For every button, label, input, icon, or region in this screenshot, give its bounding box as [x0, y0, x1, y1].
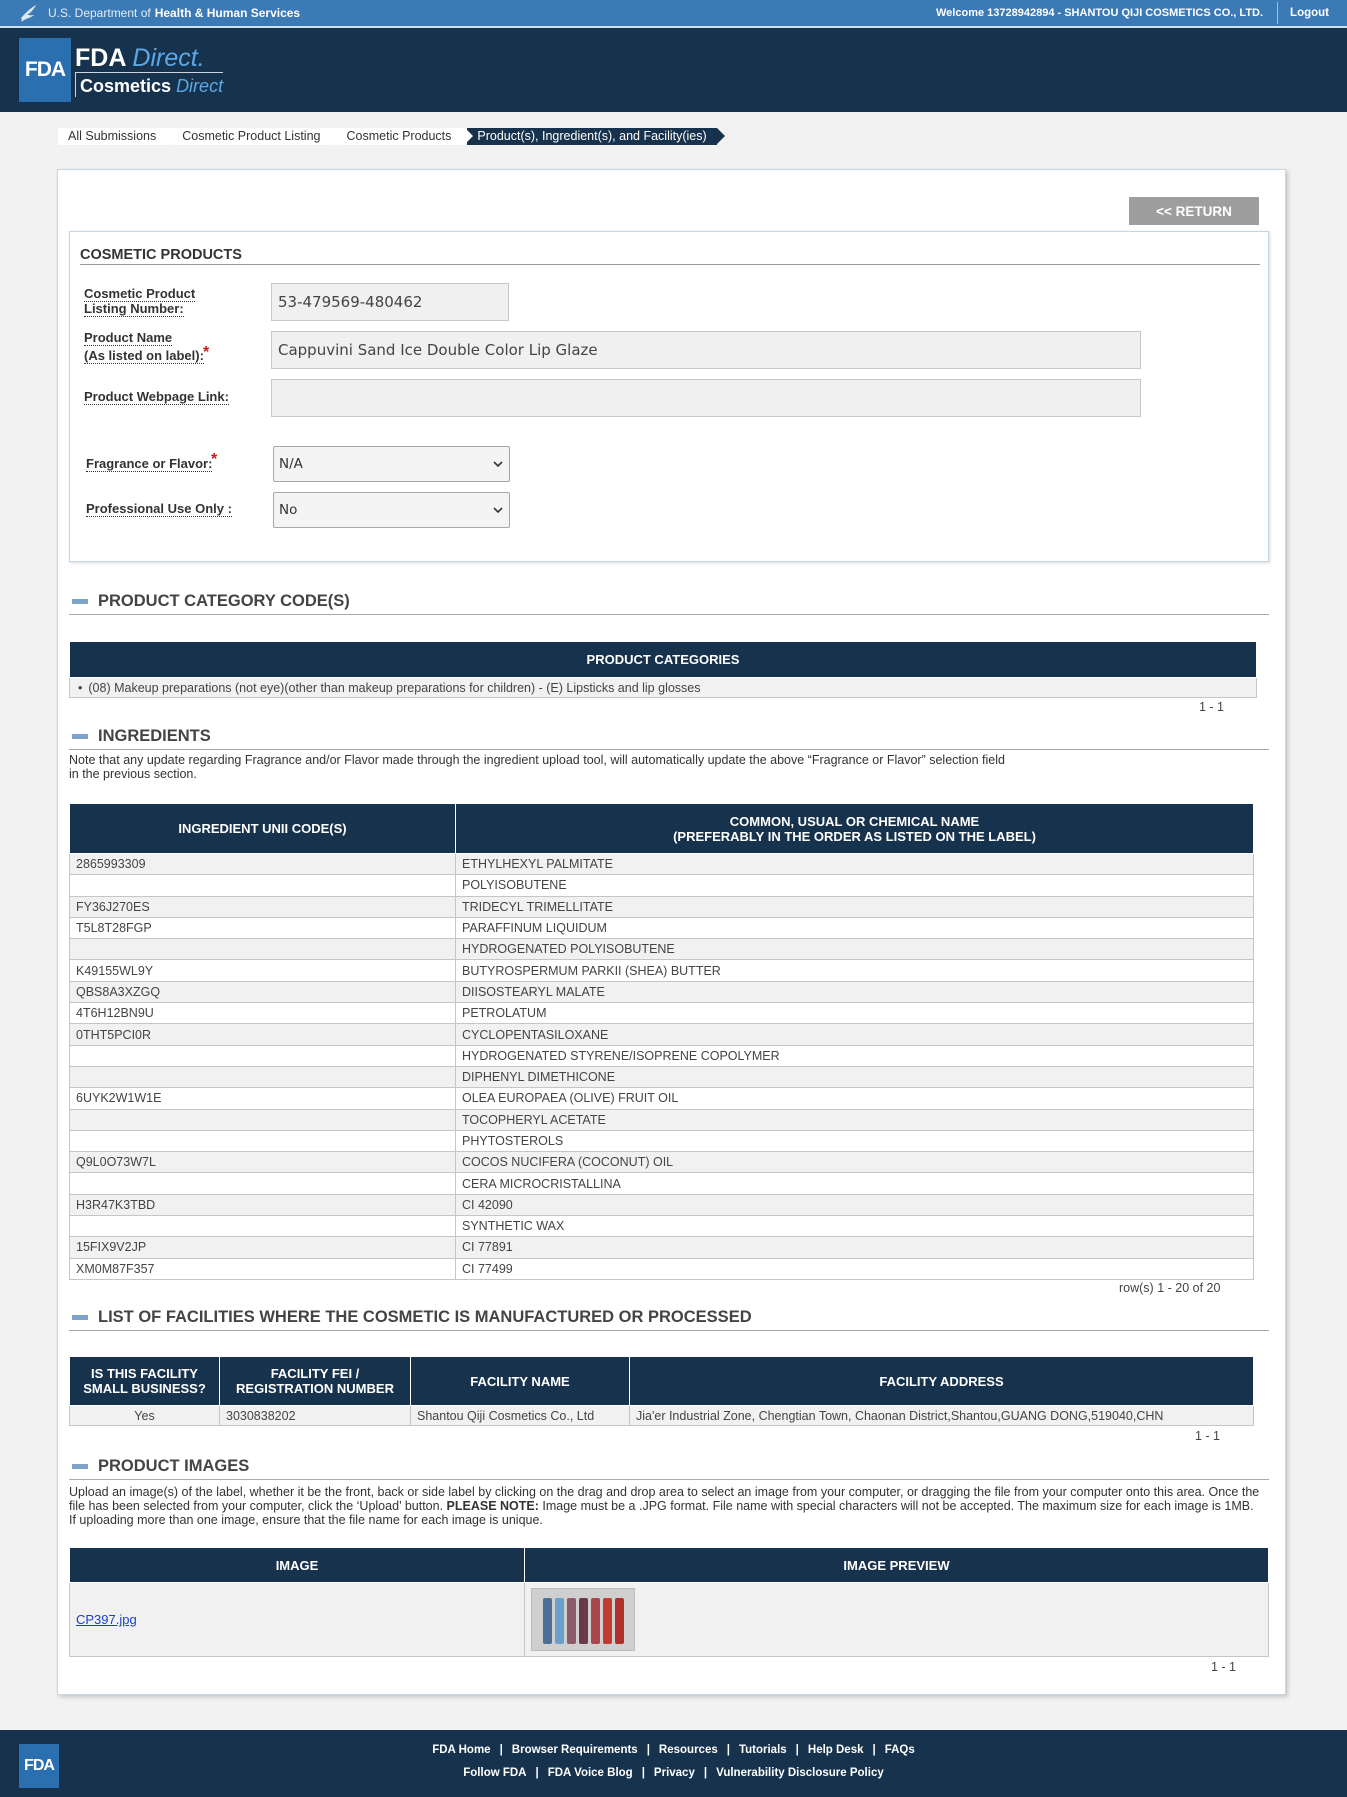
images-pager: 1 - 1	[1211, 1660, 1237, 1674]
ingredients-heading: INGREDIENTS	[69, 727, 1269, 750]
footer-links-row2	[0, 1767, 1347, 1779]
fragrance-selected-value: N/A	[279, 456, 303, 472]
return-button[interactable]: << RETURN	[1129, 197, 1259, 225]
footer-link[interactable]: Help Desk	[807, 1744, 864, 1756]
ingredient-name-cell: CYCLOPENTASILOXANE	[456, 1024, 1254, 1045]
collapse-icon[interactable]	[72, 1464, 88, 1469]
footer-separator: |	[499, 1744, 503, 1756]
fragrance-select[interactable]	[273, 446, 510, 482]
table-row	[70, 1024, 1254, 1045]
footer-separator: |	[795, 1744, 799, 1756]
product-categories-table	[69, 641, 1257, 698]
footer-fda-logo[interactable]: FDA	[19, 1744, 59, 1788]
ingredient-name-header: COMMON, USUAL OR CHEMICAL NAME (PREFERABLY IN THE ORDER AS LISTED ON THE LABEL)	[456, 804, 1254, 854]
ingredients-pager: row(s) 1 - 20 of 20	[1119, 1281, 1221, 1295]
facilities-heading: LIST OF FACILITIES WHERE THE COSMETIC IS MANUFACTURED OR PROCESSED	[69, 1308, 1269, 1331]
small-business-header: IS THIS FACILITY SMALL BUSINESS?	[70, 1357, 220, 1406]
ingredient-code-cell	[70, 1173, 456, 1194]
fei-cell: 3030838202	[220, 1406, 411, 1426]
hhs-branding	[18, 2, 300, 24]
ingredient-name-cell: HYDROGENATED POLYISOBUTENE	[456, 939, 1254, 960]
ingredient-code-cell: 2865993309	[70, 854, 456, 875]
facilities-table	[69, 1356, 1254, 1426]
table-row	[70, 1003, 1254, 1024]
hhs-top-bar	[0, 0, 1347, 28]
footer-link[interactable]: Resources	[658, 1744, 718, 1756]
footer-separator: |	[646, 1744, 650, 1756]
chevron-down-icon	[493, 505, 503, 515]
fei-header: FACILITY FEI / REGISTRATION NUMBER	[220, 1357, 411, 1406]
ingredient-code-cell	[70, 1216, 456, 1237]
image-file-link[interactable]: CP397.jpg	[76, 1612, 137, 1627]
breadcrumb-cosmetic-product-listing[interactable]: Cosmetic Product Listing	[172, 128, 334, 145]
table-row	[70, 1406, 1254, 1426]
fda-header	[0, 28, 1347, 112]
footer-link[interactable]: Tutorials	[738, 1744, 787, 1756]
ingredient-code-cell	[70, 1066, 456, 1087]
table-row	[70, 1237, 1254, 1258]
breadcrumb-cosmetic-products[interactable]: Cosmetic Products	[337, 128, 466, 145]
ingredient-code-cell	[70, 1109, 456, 1130]
cosmetic-products-box	[69, 231, 1269, 562]
footer-separator: |	[535, 1767, 539, 1779]
ingredient-code-cell: K49155WL9Y	[70, 960, 456, 981]
product-categories-header: PRODUCT CATEGORIES	[70, 642, 1257, 678]
ingredient-code-cell: QBS8A3XZGQ	[70, 981, 456, 1002]
ingredient-code-header: INGREDIENT UNII CODE(S)	[70, 804, 456, 854]
small-business-cell: Yes	[70, 1406, 220, 1426]
collapse-icon[interactable]	[72, 599, 88, 604]
table-row	[70, 1258, 1254, 1279]
footer-link[interactable]: Follow FDA	[463, 1767, 527, 1779]
footer-link[interactable]: Privacy	[653, 1767, 695, 1779]
table-row	[70, 854, 1254, 875]
product-name-required-mark: *	[203, 344, 210, 361]
collapse-icon[interactable]	[72, 734, 88, 739]
webpage-link-field[interactable]	[271, 379, 1141, 417]
brand-direct-text: Direct.	[132, 43, 205, 72]
ingredient-name-cell: PARAFFINUM LIQUIDUM	[456, 917, 1254, 938]
footer-link[interactable]: Browser Requirements	[511, 1744, 638, 1756]
footer	[0, 1730, 1347, 1797]
product-name-field[interactable]: Cappuvini Sand Ice Double Color Lip Glaze	[271, 331, 1141, 369]
chevron-down-icon	[493, 459, 503, 469]
hhs-agency-name: Health & Human Services	[154, 6, 301, 20]
table-row	[70, 1066, 1254, 1087]
ingredient-name-cell: PHYTOSTEROLS	[456, 1130, 1254, 1151]
fda-logo[interactable]: FDA	[19, 38, 71, 102]
footer-links-row1	[0, 1744, 1347, 1756]
professional-use-select[interactable]	[273, 492, 510, 528]
table-row	[70, 1173, 1254, 1194]
brand-cosmetics-text: Cosmetics	[80, 75, 172, 96]
webpage-link-label: Product Webpage Link:	[84, 389, 229, 404]
table-row	[70, 1216, 1254, 1237]
category-pager: 1 - 1	[1199, 700, 1225, 714]
table-row	[70, 896, 1254, 917]
ingredient-code-cell: XM0M87F357	[70, 1258, 456, 1279]
table-row	[70, 981, 1254, 1002]
product-name-label: Product Name (As listed on label):	[84, 330, 204, 363]
ingredient-name-cell: DIPHENYL DIMETHICONE	[456, 1066, 1254, 1087]
table-row	[70, 1130, 1254, 1151]
product-images-note: Upload an image(s) of the label, whether it be the front, back or side label by clicking on the drag and drop area to select an image from your computer, or dragging the file from your computer onto this area. Once the file has been selected from your computer, click the ‘Upload’ button. PLEASE NOTE: Image must be a .JPG format. File name with special characters will not be accepted. The maximum size for each image is 1MB. If uploading more than one image, ensure that the file name for each image is unique.	[69, 1485, 1260, 1527]
brand-cosmetics-direct-text: Direct	[176, 75, 224, 96]
logout-link[interactable]: Logout	[1290, 7, 1329, 19]
ingredient-name-cell: POLYISOBUTENE	[456, 875, 1254, 896]
ingredients-note: Note that any update regarding Fragrance and/or Flavor made through the ingredient upload tool, will automatically update the above “Fragrance or Flavor” selection field in the previous section.	[69, 753, 1005, 781]
ingredient-code-cell: 6UYK2W1W1E	[70, 1088, 456, 1109]
facility-address-cell: Jia'er Industrial Zone, Chengtian Town, Chaonan District,Shantou,GUANG DONG,519040,CHN	[630, 1406, 1254, 1426]
table-row	[70, 917, 1254, 938]
listing-number-label: Cosmetic Product Listing Number:	[84, 286, 196, 316]
welcome-text: Welcome 13728942894 - SHANTOU QIJI COSMETICS CO., LTD.	[936, 7, 1264, 19]
product-image-preview[interactable]	[531, 1588, 635, 1651]
ingredient-name-cell: CI 77499	[456, 1258, 1254, 1279]
ingredient-name-cell: DIISOSTEARYL MALATE	[456, 981, 1254, 1002]
ingredient-code-cell: 0THT5PCI0R	[70, 1024, 456, 1045]
main-panel	[57, 169, 1286, 1695]
footer-link[interactable]: FDA Home	[432, 1744, 491, 1756]
professional-use-label: Professional Use Only :	[86, 501, 232, 516]
image-preview-header: IMAGE PREVIEW	[525, 1548, 1269, 1583]
footer-separator: |	[703, 1767, 708, 1779]
product-images-table	[69, 1547, 1269, 1657]
ingredient-code-cell	[70, 875, 456, 896]
ingredient-code-cell: FY36J270ES	[70, 896, 456, 917]
hhs-eagle-icon	[18, 2, 40, 24]
table-row	[70, 1583, 1269, 1657]
ingredient-name-cell: CERA MICROCRISTALLINA	[456, 1173, 1254, 1194]
topbar-divider	[1277, 2, 1278, 24]
ingredient-name-cell: SYNTHETIC WAX	[456, 1216, 1254, 1237]
product-category-heading: PRODUCT CATEGORY CODE(S)	[69, 592, 1269, 615]
ingredient-code-cell: 4T6H12BN9U	[70, 1003, 456, 1024]
table-row	[70, 1088, 1254, 1109]
ingredients-table	[69, 803, 1254, 1280]
ingredient-name-cell: COCOS NUCIFERA (COCONUT) OIL	[456, 1152, 1254, 1173]
footer-link[interactable]: FAQs	[884, 1744, 915, 1756]
footer-separator: |	[726, 1744, 730, 1756]
facility-name-header: FACILITY NAME	[411, 1357, 630, 1406]
ingredient-code-cell	[70, 1130, 456, 1151]
ingredient-code-cell: 15FIX9V2JP	[70, 1237, 456, 1258]
table-row	[70, 875, 1254, 896]
ingredient-name-cell: TOCOPHERYL ACETATE	[456, 1109, 1254, 1130]
table-row	[70, 1194, 1254, 1215]
ingredient-code-cell: Q9L0O73W7L	[70, 1152, 456, 1173]
table-row	[70, 960, 1254, 981]
hhs-agency-prefix: U.S. Department of	[48, 6, 151, 20]
ingredient-name-cell: CI 42090	[456, 1194, 1254, 1215]
image-header: IMAGE	[70, 1548, 525, 1583]
brand-fda-text: FDA	[75, 43, 126, 72]
breadcrumb	[58, 128, 719, 145]
listing-number-field[interactable]: 53-479569-480462	[271, 283, 509, 321]
table-row	[70, 1152, 1254, 1173]
facility-name-cell: Shantou Qiji Cosmetics Co., Ltd	[411, 1406, 630, 1426]
ingredient-code-cell	[70, 1045, 456, 1066]
ingredient-code-cell: H3R47K3TBD	[70, 1194, 456, 1215]
footer-separator: |	[641, 1767, 645, 1779]
facilities-pager: 1 - 1	[1195, 1429, 1221, 1443]
table-row	[70, 939, 1254, 960]
ingredient-name-cell: ETHYLHEXYL PALMITATE	[456, 854, 1254, 875]
table-row	[70, 1109, 1254, 1130]
footer-link[interactable]: FDA Voice Blog	[547, 1767, 633, 1779]
ingredient-name-cell: BUTYROSPERMUM PARKII (SHEA) BUTTER	[456, 960, 1254, 981]
breadcrumb-current-page: Product(s), Ingredient(s), and Facility(ies)	[467, 128, 716, 145]
fragrance-required-mark: *	[211, 451, 218, 468]
ingredients-body	[70, 854, 1254, 1280]
facility-address-header: FACILITY ADDRESS	[630, 1357, 1254, 1406]
collapse-icon[interactable]	[72, 1315, 88, 1320]
ingredient-name-cell: OLEA EUROPAEA (OLIVE) FRUIT OIL	[456, 1088, 1254, 1109]
ingredient-code-cell	[70, 939, 456, 960]
ingredient-name-cell: CI 77891	[456, 1237, 1254, 1258]
table-row	[70, 1045, 1254, 1066]
ingredient-name-cell: PETROLATUM	[456, 1003, 1254, 1024]
ingredient-name-cell: HYDROGENATED STYRENE/ISOPRENE COPOLYMER	[456, 1045, 1254, 1066]
fragrance-label: Fragrance or Flavor:	[86, 456, 213, 471]
professional-use-selected-value: No	[279, 502, 298, 518]
fda-direct-brand	[75, 44, 223, 97]
footer-separator: |	[872, 1744, 876, 1756]
ingredient-name-cell: TRIDECYL TRIMELLITATE	[456, 896, 1254, 917]
ingredient-code-cell: T5L8T28FGP	[70, 917, 456, 938]
breadcrumb-all-submissions[interactable]: All Submissions	[58, 128, 170, 145]
footer-link[interactable]: Vulnerability Disclosure Policy	[716, 1767, 884, 1779]
category-list-item: • (08) Makeup preparations (not eye)(other than makeup preparations for children) - (E) Lipsticks and lip glosses	[70, 678, 1257, 698]
cosmetic-products-title: COSMETIC PRODUCTS	[80, 247, 1260, 265]
product-images-heading: PRODUCT IMAGES	[69, 1457, 1269, 1480]
